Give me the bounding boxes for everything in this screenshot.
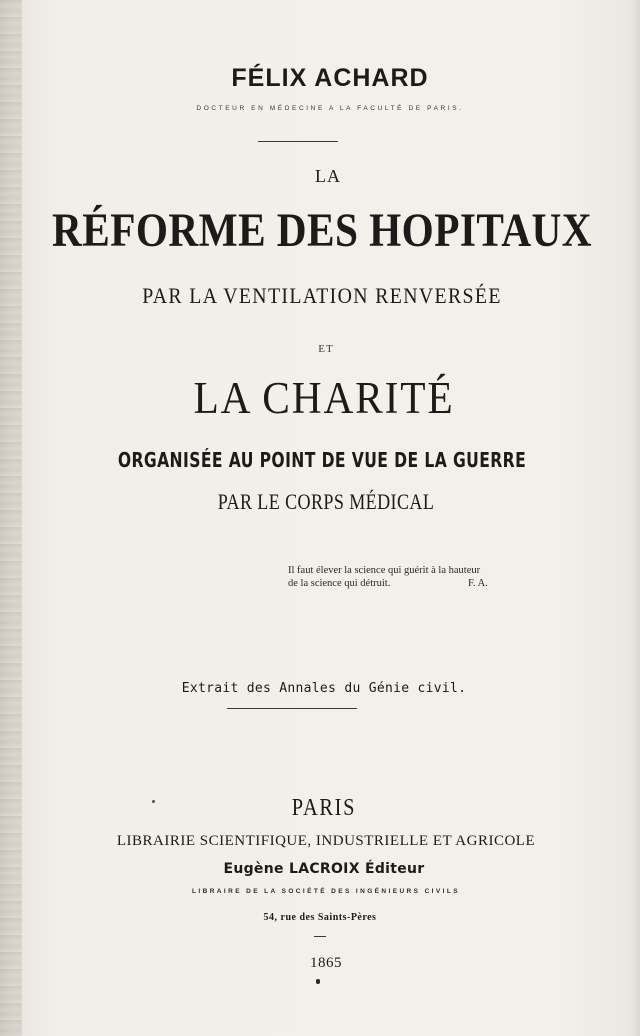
divider-rule-2 [227,708,357,709]
epigraph-line-1: Il faut élever la science qui guérit à la hauteur [288,565,481,576]
epigraph-line-2: de la science qui détruit. [288,578,391,589]
author-title: DOCTEUR EN MÉDECINE A LA FACULTÉ DE PARIS. [196,105,464,112]
divider-rule-3 [314,936,326,937]
subtitle-ventilation: PAR LA VENTILATION RENVERSÉE [142,283,502,308]
imprint-editor: Eugène LACROIX Éditeur [223,861,425,877]
imprint-publisher: LIBRAIRIE SCIENTIFIQUE, INDUSTRIELLE ET AGRICOLE [116,833,536,849]
title-conjunction: ET [318,343,334,355]
subtitle-corps-medical: PAR LE CORPS MÉDICAL [217,489,435,514]
imprint-address: 54, rue des Saints-Pères [263,912,377,923]
main-title: RÉFORME DES HOPITAUX [52,204,592,257]
epigraph-signature: F. A. [468,578,488,589]
title-article: LA [315,166,341,186]
epigraph [288,564,488,590]
imprint-city: PARIS [291,795,357,821]
subtitle-guerre: ORGANISÉE AU POINT DE VUE DE LA GUERRE [117,448,527,472]
imprint-year: 1865 [310,955,342,971]
author-name: FÉLIX ACHARD [231,64,429,92]
imprint-editor-role: LIBRAIRE DE LA SOCIÉTÉ DES INGÉNIEURS CIVILS [192,888,460,895]
second-title: LA CHARITÉ [193,373,455,423]
extract-note: Extrait des Annales du Génie civil. [181,681,467,696]
divider-rule [258,141,338,142]
page-edge-shadow [0,0,22,1036]
ornament-dot [316,979,320,984]
